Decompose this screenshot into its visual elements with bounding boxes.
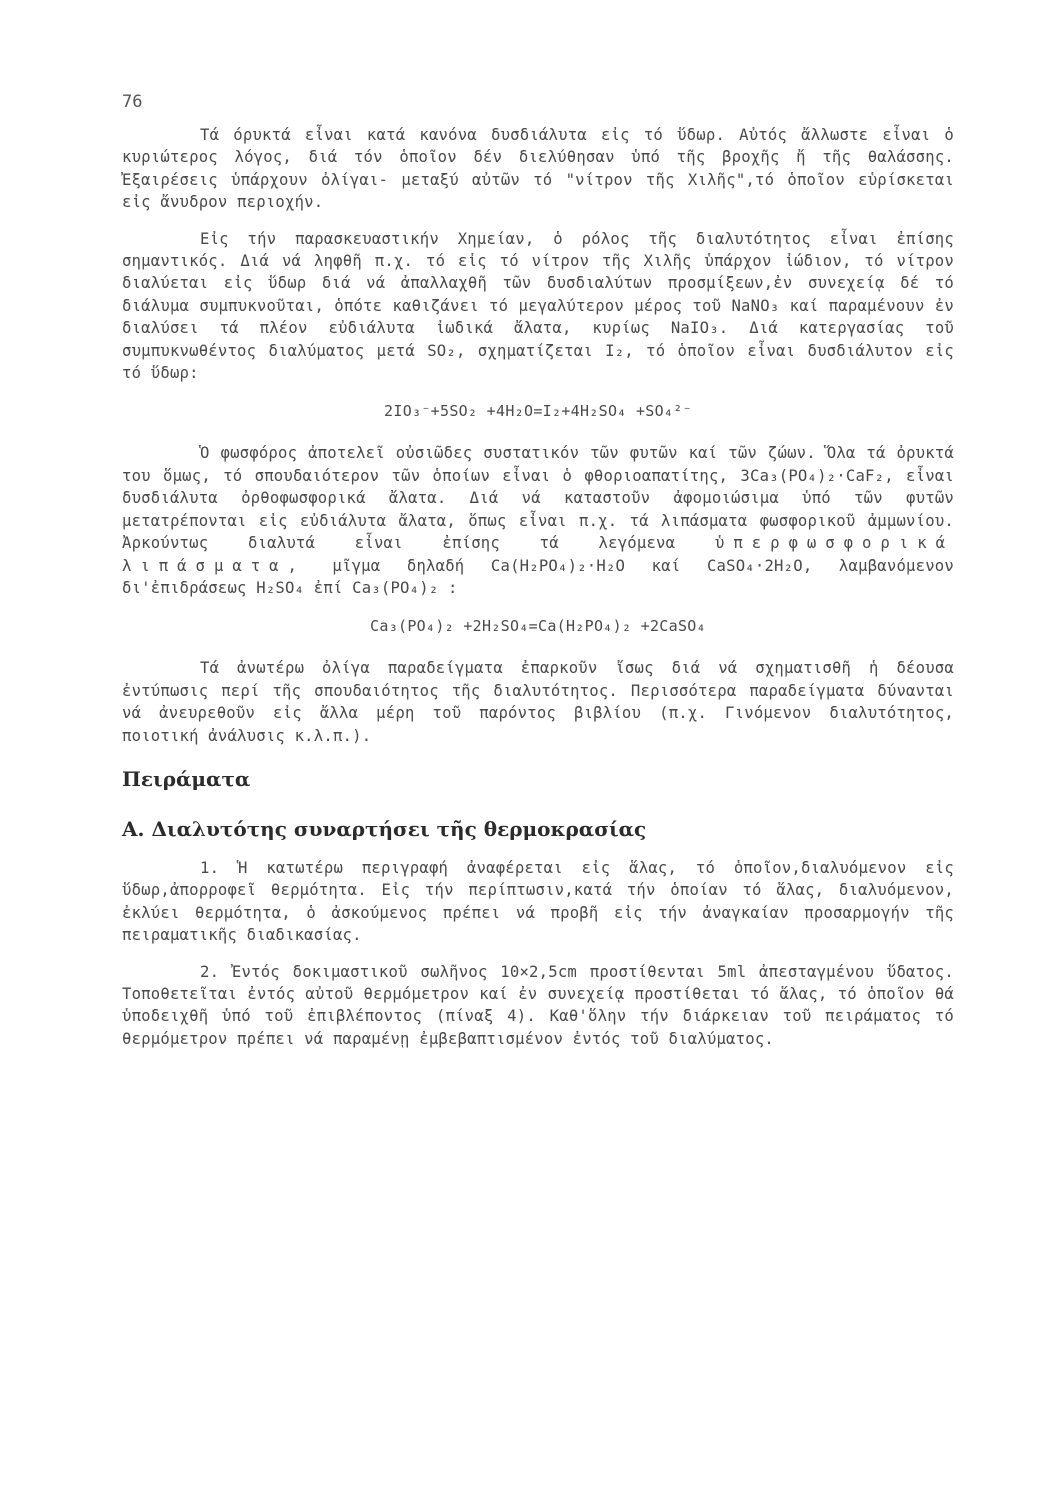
paragraph-examples: Τά ἀνωτέρω ὀλίγα παραδείγματα ἐπαρκοῦν ἴσως διά νά σχηματισθῆ ἡ δέουσα ἐντύπωσις περί τῆς σπουδαιότητος τῆς διαλυτότητος. Περισσότερα παραδείγματα δύνανται νά ἀνευρεθοῦν εἰς ἄλλα μέρη τοῦ παρόντος βιβλίου (π.χ. Γινόμενον διαλυτότητος, ποιοτική ἀνάλυσις κ.λ.π.).: [122, 659, 954, 745]
paragraph-phosphorus: [122, 442, 954, 599]
superphosphate-spaced: ὑπερφωσφορικά λιπάσματα,: [122, 534, 954, 575]
paragraph-phosphorus-tail: μῖγμα δηλαδή Ca(H₂PO₄)₂·H₂O καί CaSO₄·2H₂O, λαμβανόμενον δι'ἐπιδράσεως H₂SO₄ ἐπί Ca₃(PO₄)₂ :: [122, 556, 954, 597]
paragraph-preparative-chemistry: Εἰς τήν παρασκευαστικήν Χημείαν, ὁ ρόλος τῆς διαλυτότητος εἶναι ἐπίσης σημαντικός. Διά νά ληφθῆ π.χ. τό εἰς τό νίτρον τῆς Χιλῆς ὑπάρχον ἰώδιον, τό νίτρον διαλύεται εἰς ὕδωρ διά νά ἀπαλλαχθῆ τῶν δυσδιαλύτων προσμίξεων,ἐν συνεχείᾳ δέ τό διάλυμα συμπυκνοῦται, ὁπότε καθιζάνει τό μεγαλύτερον μέρος τοῦ NaNO₃ καί παραμένουν ἐν διαλύσει τά πλέον εὐδιάλυτα ἰωδικά ἄλατα, κυρίως NaIO₃. Διά κατεργασίας τοῦ συμπυκνωθέντος διαλύματος μετά SO₂, σχηματίζεται I₂, τό ὁποῖον εἶναι δυσδιάλυτον εἰς τό ὕδωρ:: [122, 229, 954, 383]
equation-iodine: 2IO₃⁻+5SO₂ +4H₂O=I₂+4H₂SO₄ +SO₄²⁻: [384, 402, 692, 421]
page-number: 76: [122, 92, 143, 112]
subsection-heading: Α. Διαλυτότης συναρτήσει τῆς θερμοκρασίας: [122, 816, 647, 841]
section-heading: Πειράματα: [122, 766, 251, 791]
paragraph-step-2: 2. Ἐντός δοκιμαστικοῦ σωλῆνος 10×2,5cm προστίθενται 5ml ἀπεσταγμένου ὕδατος. Τοποθετεῖται ἐντός αὐτοῦ θερμόμετρον καί ἐν συνεχείᾳ προστίθεται τό ἅλας, τό ὁποῖον θά ὑποδειχθῆ ὑπό τοῦ ἐπιβλέποντος (πίναξ 4). Καθ'ὅλην τήν διάρκειαν τοῦ πειράματος τό θερμόμετρον πρέπει νά παραμένῃ ἐμβεβαπτισμένον ἐντός τοῦ διαλύματος.: [122, 962, 954, 1048]
paragraph-step-1: 1. Ἡ κατωτέρω περιγραφή ἀναφέρεται εἰς ἅλας, τό ὁποῖον,διαλυόμενον εἰς ὕδωρ,ἀπορροφεῖ θερμότητα. Εἰς τήν περίπτωσιν,κατά τήν ὁποίαν τό ἅλας, διαλυόμενον, ἐκλύει θερμότητα, ὁ ἀσκούμενος πρέπει νά προβῆ εἰς τήν ἀναγκαίαν προσαρμογήν τῆς πειραματικῆς διαδικασίας.: [122, 858, 954, 945]
page-body: [122, 88, 954, 1050]
paragraph-minerals: Τά όρυκτά εἶναι κατά κανόνα δυσδιάλυτα εἰς τό ὕδωρ. Αὐτός ἄλλωστε εἶναι ὁ κυριώτερος λόγος, διά τόν ὁποῖον δέν διελύθησαν ὑπό τῆς βροχῆς ἤ τῆς θαλάσσης. Ἐξαιρέσεις ὑπάρχουν ὀλίγαι- μεταξύ αὐτῶν τό "νίτρον τῆς Χιλῆς",τό ὁποῖον εὑρίσκεται εἰς ἄνυδρον περιοχήν.: [122, 126, 954, 212]
paragraph-phosphorus-text: Ὁ φωσφόρος ἀποτελεῖ οὐσιῶδες συστατικόν τῶν φυτῶν καί τῶν ζώων. Ὅλα τά ὀρυκτά του ὅμως, τό σπουδαιότερον τῶν ὁποίων εἶναι ὁ φθοριοαπατίτης, 3Ca₃(PO₄)₂·CaF₂, εἶναι δυσδιάλυτα ὀρθοφωσφορικά ἄλατα. Διά νά καταστοῦν ἀφομοιώσιμα ὑπό τῶν φυτῶν μετατρέπονται εἰς εὐδιάλυτα ἄλατα, ὅπως εἶναι π.χ. τά λιπάσματα φωσφορικοῦ ἀμμωνίου. Ἀρκούντως διαλυτά εἶναι ἐπίσης τά λεγόμενα: [122, 444, 954, 553]
equation-superphosphate: Ca₃(PO₄)₂ +2H₂SO₄=Ca(H₂PO₄)₂ +2CaSO₄: [370, 617, 706, 636]
